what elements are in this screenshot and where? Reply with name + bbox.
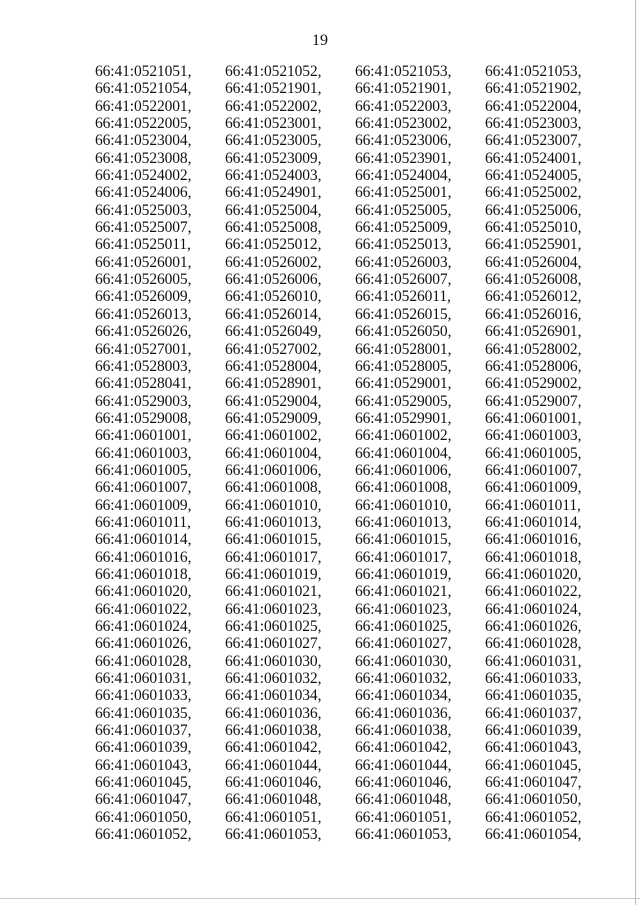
- cadastral-number: 66:41:0524006,: [95, 184, 192, 202]
- cadastral-number: 66:41:0526001,: [95, 253, 192, 271]
- cadastral-number: 66:41:0601042,: [355, 739, 452, 757]
- cadastral-number-list: [95, 63, 615, 843]
- cadastral-number: 66:41:0526013,: [95, 305, 192, 323]
- cadastral-number: 66:41:0529901,: [355, 409, 452, 427]
- cadastral-number: 66:41:0525002,: [485, 184, 582, 202]
- cadastral-number: 66:41:0601009,: [485, 479, 582, 497]
- cadastral-number: 66:41:0526016,: [485, 305, 582, 323]
- cadastral-number: 66:41:0601035,: [485, 687, 582, 705]
- cadastral-number: 66:41:0526004,: [485, 253, 582, 271]
- cadastral-number: 66:41:0601004,: [225, 444, 322, 462]
- cadastral-number: 66:41:0526009,: [95, 288, 192, 306]
- cadastral-number: 66:41:0601022,: [485, 583, 582, 601]
- cadastral-number: 66:41:0601050,: [95, 808, 192, 826]
- cadastral-number: 66:41:0601045,: [95, 774, 192, 792]
- cadastral-number: 66:41:0523004,: [95, 132, 192, 150]
- cadastral-number: 66:41:0601025,: [225, 618, 322, 635]
- cadastral-number: 66:41:0525005,: [355, 201, 452, 219]
- cadastral-number: 66:41:0601018,: [95, 565, 192, 583]
- cadastral-number: 66:41:0523007,: [485, 132, 582, 150]
- cadastral-number: 66:41:0601052,: [95, 826, 192, 844]
- cadastral-number: 66:41:0521902,: [485, 80, 582, 98]
- cadastral-number: 66:41:0525009,: [355, 219, 452, 237]
- cadastral-number: 66:41:0601035,: [95, 704, 192, 722]
- cadastral-number: 66:41:0529005,: [355, 392, 452, 410]
- cadastral-number: 66:41:0525012,: [225, 236, 322, 254]
- cadastral-number: 66:41:0601042,: [225, 739, 322, 757]
- cadastral-number: 66:41:0526005,: [95, 271, 192, 289]
- cadastral-number: 66:41:0601048,: [225, 791, 322, 809]
- cadastral-number: 66:41:0523005,: [225, 132, 322, 150]
- cadastral-number: 66:41:0601039,: [95, 739, 192, 757]
- cadastral-number: 66:41:0601038,: [355, 722, 452, 740]
- cadastral-number: 66:41:0601028,: [95, 652, 192, 670]
- cadastral-number: 66:41:0601020,: [95, 583, 192, 601]
- cadastral-number: 66:41:0528005,: [355, 357, 452, 375]
- cadastral-number: 66:41:0601003,: [95, 444, 192, 462]
- page-edge-right: [635, 0, 636, 905]
- cadastral-number: 66:41:0528001,: [355, 340, 452, 358]
- cadastral-number: 66:41:0526014,: [225, 305, 322, 323]
- cadastral-number: 66:41:0525901,: [485, 236, 582, 254]
- cadastral-number: 66:41:0601038,: [225, 722, 322, 740]
- cadastral-number: 66:41:0529001,: [355, 375, 452, 393]
- cadastral-number: 66:41:0601026,: [95, 635, 192, 653]
- cadastral-number: 66:41:0601023,: [355, 600, 452, 618]
- cadastral-number: 66:41:0601031,: [485, 652, 582, 670]
- cadastral-number: 66:41:0521051,: [95, 63, 192, 80]
- cadastral-number: 66:41:0523009,: [225, 149, 322, 167]
- cadastral-number: 66:41:0601010,: [355, 496, 452, 514]
- cadastral-number: 66:41:0527002,: [225, 340, 322, 358]
- cadastral-number: 66:41:0525013,: [355, 236, 452, 254]
- cadastral-number: 66:41:0601022,: [95, 600, 192, 618]
- cadastral-number: 66:41:0523003,: [485, 115, 582, 133]
- cadastral-number: 66:41:0524002,: [95, 167, 192, 185]
- cadastral-number: 66:41:0528006,: [485, 357, 582, 375]
- cadastral-number: 66:41:0601017,: [355, 548, 452, 566]
- cadastral-number: 66:41:0528004,: [225, 357, 322, 375]
- cadastral-number: 66:41:0601019,: [355, 565, 452, 583]
- cadastral-number: 66:41:0601009,: [95, 496, 192, 514]
- cadastral-number: 66:41:0522001,: [95, 97, 192, 115]
- cadastral-number: 66:41:0526006,: [225, 271, 322, 289]
- cadastral-number: 66:41:0601021,: [355, 583, 452, 601]
- cadastral-number: 66:41:0525010,: [485, 219, 582, 237]
- cadastral-number: 66:41:0601037,: [95, 722, 192, 740]
- cadastral-number: 66:41:0601015,: [225, 531, 322, 549]
- cadastral-number: 66:41:0601016,: [485, 531, 582, 549]
- cadastral-number: 66:41:0601036,: [225, 704, 322, 722]
- cadastral-number: 66:41:0601031,: [95, 670, 192, 688]
- cadastral-number: 66:41:0601026,: [485, 618, 582, 635]
- cadastral-number: 66:41:0601045,: [485, 756, 582, 774]
- cadastral-number: 66:41:0525001,: [355, 184, 452, 202]
- cadastral-number: 66:41:0601033,: [95, 687, 192, 705]
- cadastral-number: 66:41:0601030,: [355, 652, 452, 670]
- cadastral-number: 66:41:0601048,: [355, 791, 452, 809]
- cadastral-number: 66:41:0601013,: [225, 513, 322, 531]
- cadastral-number: 66:41:0601044,: [355, 756, 452, 774]
- cadastral-number: 66:41:0601021,: [225, 583, 322, 601]
- cadastral-number: 66:41:0522005,: [95, 115, 192, 133]
- cadastral-number: 66:41:0601046,: [355, 774, 452, 792]
- cadastral-number: 66:41:0601034,: [225, 687, 322, 705]
- cadastral-number: 66:41:0601013,: [355, 513, 452, 531]
- cadastral-number: 66:41:0601017,: [225, 548, 322, 566]
- cadastral-number: 66:41:0522002,: [225, 97, 322, 115]
- cadastral-number: 66:41:0601011,: [95, 513, 191, 531]
- cadastral-number: 66:41:0526012,: [485, 288, 582, 306]
- cadastral-number: 66:41:0601007,: [485, 461, 582, 479]
- cadastral-number: 66:41:0522003,: [355, 97, 452, 115]
- cadastral-number: 66:41:0526011,: [355, 288, 451, 306]
- cadastral-number: 66:41:0526026,: [95, 323, 192, 341]
- cadastral-number: 66:41:0601001,: [485, 409, 582, 427]
- cadastral-number: 66:41:0601024,: [485, 600, 582, 618]
- page-number: 19: [312, 32, 328, 49]
- cadastral-number: 66:41:0521901,: [225, 80, 322, 98]
- cadastral-number: 66:41:0601043,: [95, 756, 192, 774]
- cadastral-number: 66:41:0601007,: [95, 479, 192, 497]
- cadastral-number: 66:41:0524901,: [225, 184, 322, 202]
- cadastral-number: 66:41:0529004,: [225, 392, 322, 410]
- cadastral-number: 66:41:0523006,: [355, 132, 452, 150]
- cadastral-number: 66:41:0601002,: [225, 427, 322, 445]
- cadastral-number: 66:41:0601002,: [355, 427, 452, 445]
- cadastral-number: 66:41:0525003,: [95, 201, 192, 219]
- cadastral-number: 66:41:0521054,: [95, 80, 192, 98]
- cadastral-number: 66:41:0526008,: [485, 271, 582, 289]
- cadastral-number: 66:41:0601027,: [225, 635, 322, 653]
- cadastral-number: 66:41:0529009,: [225, 409, 322, 427]
- cadastral-number: 66:41:0601034,: [355, 687, 452, 705]
- cadastral-number: 66:41:0601004,: [355, 444, 452, 462]
- cadastral-number: 66:41:0528002,: [485, 340, 582, 358]
- cadastral-number: 66:41:0601054,: [485, 826, 582, 844]
- cadastral-number: 66:41:0601047,: [95, 791, 192, 809]
- cadastral-number: 66:41:0601030,: [225, 652, 322, 670]
- cadastral-number: 66:41:0601008,: [355, 479, 452, 497]
- cadastral-number: 66:41:0601024,: [95, 618, 192, 635]
- cadastral-number: 66:41:0601028,: [485, 635, 582, 653]
- cadastral-number: 66:41:0601033,: [485, 670, 582, 688]
- cadastral-number: 66:41:0521053,: [355, 63, 452, 80]
- cadastral-number: 66:41:0601016,: [95, 548, 192, 566]
- cadastral-number: 66:41:0601019,: [225, 565, 322, 583]
- cadastral-number: 66:41:0601047,: [485, 774, 582, 792]
- cadastral-number: 66:41:0601006,: [355, 461, 452, 479]
- cadastral-number: 66:41:0601051,: [355, 808, 452, 826]
- cadastral-number: 66:41:0601025,: [355, 618, 452, 635]
- cadastral-number: 66:41:0524005,: [485, 167, 582, 185]
- cadastral-number: 66:41:0601023,: [225, 600, 322, 618]
- cadastral-number: 66:41:0601037,: [485, 704, 582, 722]
- cadastral-number: 66:41:0528901,: [225, 375, 322, 393]
- cadastral-number: 66:41:0601039,: [485, 722, 582, 740]
- cadastral-number: 66:41:0526003,: [355, 253, 452, 271]
- cadastral-number: 66:41:0524001,: [485, 149, 582, 167]
- cadastral-number: 66:41:0601050,: [485, 791, 582, 809]
- cadastral-number: 66:41:0525006,: [485, 201, 582, 219]
- cadastral-number: 66:41:0525011,: [95, 236, 191, 254]
- cadastral-number: 66:41:0601036,: [355, 704, 452, 722]
- cadastral-number: 66:41:0601010,: [225, 496, 322, 514]
- cadastral-number: 66:41:0601051,: [225, 808, 322, 826]
- cadastral-number: 66:41:0525008,: [225, 219, 322, 237]
- cadastral-number: 66:41:0524003,: [225, 167, 322, 185]
- cadastral-number: 66:41:0601052,: [485, 808, 582, 826]
- cadastral-number: 66:41:0521901,: [355, 80, 452, 98]
- cadastral-number: 66:41:0601032,: [225, 670, 322, 688]
- cadastral-number: 66:41:0601043,: [485, 739, 582, 757]
- cadastral-number: 66:41:0601001,: [95, 427, 192, 445]
- cadastral-number: 66:41:0525007,: [95, 219, 192, 237]
- cadastral-number: 66:41:0526002,: [225, 253, 322, 271]
- cadastral-number: 66:41:0601003,: [485, 427, 582, 445]
- cadastral-number: 66:41:0526901,: [485, 323, 582, 341]
- cadastral-number: 66:41:0601053,: [355, 826, 452, 844]
- cadastral-number: 66:41:0527001,: [95, 340, 192, 358]
- cadastral-number: 66:41:0601005,: [485, 444, 582, 462]
- cadastral-number: 66:41:0529007,: [485, 392, 582, 410]
- cadastral-number: 66:41:0526010,: [225, 288, 322, 306]
- cadastral-number: 66:41:0601044,: [225, 756, 322, 774]
- cadastral-number: 66:41:0528003,: [95, 357, 192, 375]
- cadastral-number: 66:41:0601008,: [225, 479, 322, 497]
- cadastral-number: 66:41:0601020,: [485, 565, 582, 583]
- cadastral-number: 66:41:0601014,: [485, 513, 582, 531]
- cadastral-number: 66:41:0601053,: [225, 826, 322, 844]
- cadastral-number: 66:41:0601014,: [95, 531, 192, 549]
- cadastral-number: 66:41:0529002,: [485, 375, 582, 393]
- cadastral-number: 66:41:0601046,: [225, 774, 322, 792]
- cadastral-number: 66:41:0525004,: [225, 201, 322, 219]
- cadastral-number: 66:41:0528041,: [95, 375, 192, 393]
- cadastral-number: 66:41:0526015,: [355, 305, 452, 323]
- cadastral-number: 66:41:0601005,: [95, 461, 192, 479]
- cadastral-number: 66:41:0601027,: [355, 635, 452, 653]
- cadastral-number: 66:41:0521053,: [485, 63, 582, 80]
- cadastral-number: 66:41:0523002,: [355, 115, 452, 133]
- cadastral-number: 66:41:0601015,: [355, 531, 452, 549]
- cadastral-number: 66:41:0601018,: [485, 548, 582, 566]
- page-edge-bottom: [0, 898, 640, 899]
- cadastral-number: 66:41:0521052,: [225, 63, 322, 80]
- cadastral-number: 66:41:0601006,: [225, 461, 322, 479]
- cadastral-number: 66:41:0523901,: [355, 149, 452, 167]
- cadastral-number: 66:41:0529003,: [95, 392, 192, 410]
- cadastral-number: 66:41:0522004,: [485, 97, 582, 115]
- cadastral-number: 66:41:0523008,: [95, 149, 192, 167]
- cadastral-number: 66:41:0526050,: [355, 323, 452, 341]
- cadastral-number: 66:41:0523001,: [225, 115, 322, 133]
- cadastral-number: 66:41:0526049,: [225, 323, 322, 341]
- cadastral-number: 66:41:0601032,: [355, 670, 452, 688]
- cadastral-number: 66:41:0526007,: [355, 271, 452, 289]
- cadastral-number: 66:41:0601011,: [485, 496, 581, 514]
- cadastral-number: 66:41:0524004,: [355, 167, 452, 185]
- cadastral-number: 66:41:0529008,: [95, 409, 192, 427]
